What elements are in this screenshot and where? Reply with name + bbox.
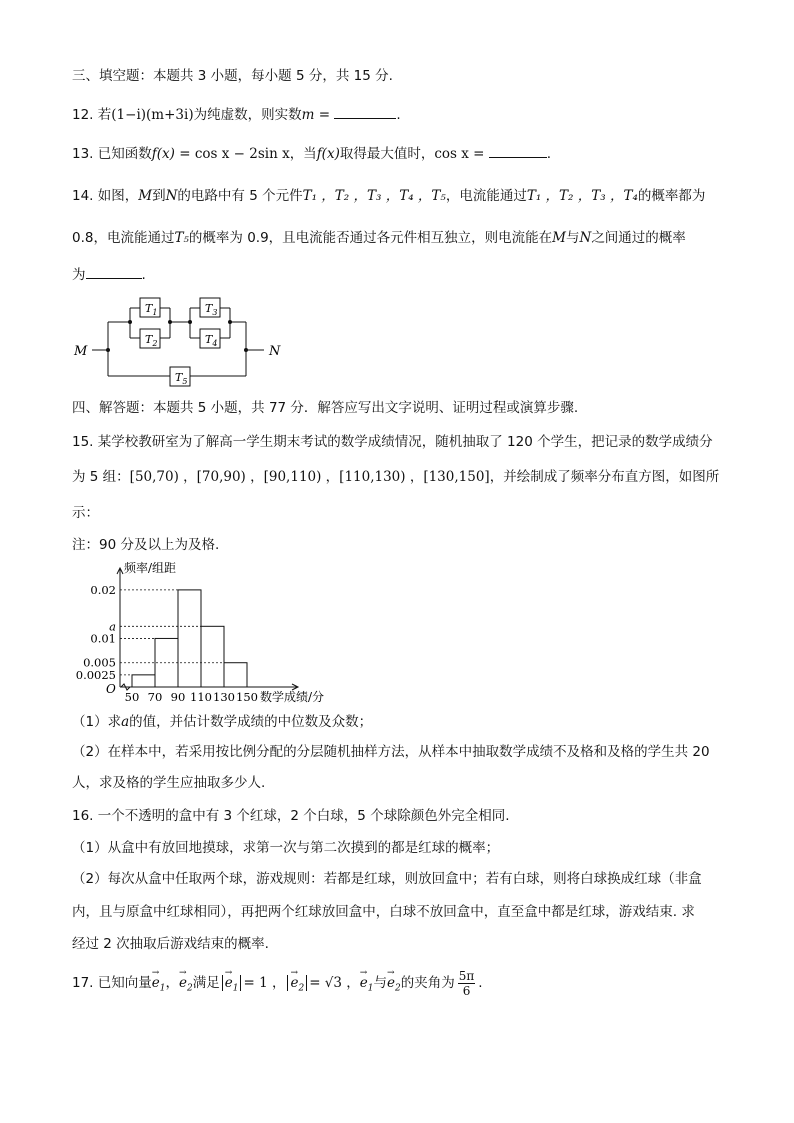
q14-text: 的概率为 0.9，且电流能否通过各元件相互独立，则电流能在: [188, 230, 553, 246]
q12-text-2: 为纯虚数，则实数: [193, 107, 302, 123]
circuit-label-N: N: [269, 344, 281, 359]
q14-text: 0.8，电流能通过: [72, 230, 175, 246]
y-tick-label: 0.005: [83, 655, 116, 670]
q13-fx-2: f(x): [316, 146, 340, 162]
label-T5: $T_5$: [175, 371, 188, 386]
q14-M: M: [138, 188, 153, 204]
q14-text: 到: [152, 188, 166, 204]
q13-eq: = cos x − 2sin x: [174, 146, 290, 162]
q14-text: 与: [566, 230, 580, 246]
label-T2: $T_2$: [145, 333, 158, 348]
circuit-label-M: M: [74, 344, 88, 359]
q14-answer-blank[interactable]: [86, 264, 142, 279]
question-14-line-1: [72, 186, 705, 206]
q12-number: 12.: [72, 107, 94, 123]
x-tick-label: 90: [170, 690, 186, 704]
section-4-heading: 四、解答题：本题共 5 小题，共 77 分．解答应写出文字说明、证明过程或演算步骤.: [72, 400, 579, 416]
q15-note: 注：90 分及以上为及格.: [72, 537, 220, 553]
q17-cond-2: = √3 ，: [309, 975, 360, 991]
q14-text: 之间通过的概率: [591, 230, 686, 246]
question-14-line-3: [72, 264, 146, 285]
x-tick-label: 110: [190, 690, 212, 704]
bar-[50,70): [132, 675, 155, 687]
q13-number: 13.: [72, 146, 94, 162]
vector-e1: → $e_1$: [152, 968, 166, 1004]
q17-number: 17.: [72, 975, 94, 991]
fraction-5pi-6: $\frac{5\pi}{6}$: [458, 968, 475, 998]
abs-e2: → $e_2$: [287, 975, 307, 991]
circuit-diagram: [66, 288, 296, 392]
q16-part-2-line-3: 经过 2 次抽取后游戏结束的概率.: [72, 936, 269, 952]
q14-number: 14.: [72, 188, 94, 204]
vector-e2-b: → $e_2$: [387, 968, 401, 1004]
label-T3: $T_3$: [205, 302, 218, 317]
q15-part-2-line-1: （2）在样本中，若采用按比例分配的分层随机抽样方法，从样本中抽取数学成绩不及格和及格的学生共 20: [72, 744, 710, 760]
q17-end: .: [478, 975, 483, 991]
q14-T5: T₅: [174, 230, 189, 246]
q15-part-1: [72, 712, 372, 732]
abs-e1: → $e_1$: [222, 975, 242, 991]
bar-[70,90): [155, 638, 178, 687]
frequency-histogram: [60, 558, 360, 706]
q15-text: （1）求: [72, 714, 122, 730]
vector-e1-b: → $e_1$: [360, 968, 374, 1004]
vector-e2: → $e_2$: [179, 968, 193, 1004]
q13-fx: f(x): [151, 146, 175, 162]
q14-end: .: [141, 267, 146, 283]
q17-text: 满足: [192, 975, 220, 991]
q15-line-3: 示：: [72, 505, 99, 521]
y-tick-label: 0.02: [90, 582, 116, 597]
q14-N: N: [579, 230, 592, 246]
q14-components: T₁ ，T₂ ，T₃ ，T₄ ，T₅: [302, 188, 446, 204]
q15-text: 为 5 组：: [72, 469, 130, 485]
question-14-line-2: [72, 228, 686, 248]
q13-text-3: 取得最大值时，: [339, 146, 435, 162]
q14-components-2: T₁ ，T₂ ，T₃ ，T₄: [526, 188, 638, 204]
origin-label: O: [106, 682, 116, 696]
question-13: [72, 143, 551, 164]
q12-answer-blank[interactable]: [334, 104, 396, 119]
q17-cond-1: = 1 ，: [243, 975, 286, 991]
bar-[110,130): [201, 626, 224, 687]
q15-text: 的值，并估计数学成绩的中位数及众数；: [129, 714, 373, 730]
q16-part-2-line-1: （2）每次从盒中任取两个球，游戏规则：若都是红球，则放回盒中；若有白球，则将白球换成红球（非盒: [72, 871, 702, 887]
q14-text: ，电流能通过: [445, 188, 527, 204]
q12-eq: =: [314, 107, 335, 123]
q14-M: M: [552, 230, 566, 246]
q15-text: ，并绘制成了频率分布直方图，如图所: [489, 469, 720, 485]
y-tick-label: 0.01: [90, 631, 116, 646]
label-T4: $T_4$: [205, 333, 218, 348]
y-tick-label: a: [109, 619, 116, 634]
x-tick-label: 130: [213, 690, 235, 704]
y-axis-title: 频率/组距: [124, 561, 177, 575]
q13-text-1: 已知函数: [97, 146, 152, 162]
q17-sep: ，: [165, 975, 180, 991]
q15-intervals: [50,70) ，[70,90) ，[90,110) ，[110,130) ，[130,150]: [129, 469, 490, 485]
bar-[130,150]: [224, 663, 247, 687]
q14-text: 的概率都为: [637, 188, 706, 204]
q14-N: N: [165, 188, 178, 204]
q15-part-2-line-2: 人，求及格的学生应抽取多少人.: [72, 775, 266, 791]
q15-line-1: 15. 某学校教研室为了解高一学生期末考试的数学成绩情况，随机抽取了 120 个学生，把记录的数学成绩分: [72, 434, 713, 450]
q17-text: 的夹角为: [400, 975, 455, 991]
q14-text: 的电路中有 5 个元件: [177, 188, 303, 204]
x-tick-label: 150: [236, 690, 258, 704]
section-3-heading: 三、填空题：本题共 3 小题，每小题 5 分，共 15 分.: [72, 68, 393, 84]
q14-text: 如图，: [97, 188, 139, 204]
bar-[90,110): [178, 590, 201, 687]
q13-text-2: ，当: [289, 146, 317, 162]
q13-end: .: [546, 146, 552, 162]
q14-text: 为: [72, 267, 86, 283]
q12-var: m: [301, 107, 315, 123]
x-tick-label: 70: [147, 690, 163, 704]
q13-cos: cos x =: [434, 146, 489, 162]
label-T1: $T_1$: [145, 302, 158, 317]
question-12: [72, 104, 401, 125]
q16-line-1: 16. 一个不透明的盒中有 3 个红球，2 个白球，5 个球除颜色外完全相同.: [72, 808, 510, 824]
q15-var-a: a: [121, 714, 130, 730]
q13-answer-blank[interactable]: [489, 143, 547, 158]
q12-expression: (1−i)(m+3i): [111, 107, 194, 123]
q16-part-1: （1）从盒中有放回地摸球，求第一次与第二次摸到的都是红球的概率；: [72, 840, 500, 856]
y-tick-label: 0.0025: [75, 667, 116, 682]
q12-text-1: 若: [97, 107, 112, 123]
q17-text: 已知向量: [97, 975, 152, 991]
q17-text: 与: [373, 975, 388, 991]
question-17: [72, 968, 483, 998]
q16-part-2-line-2: 内，且与原盒中红球相同），再把两个红球放回盒中，白球不放回盒中，直至盒中都是红球，游戏结束. 求: [72, 904, 695, 920]
q15-line-2: [72, 467, 719, 487]
x-axis-title: 数学成绩/分: [260, 690, 325, 704]
q12-end: .: [396, 107, 401, 123]
x-tick-label: 50: [124, 690, 140, 704]
